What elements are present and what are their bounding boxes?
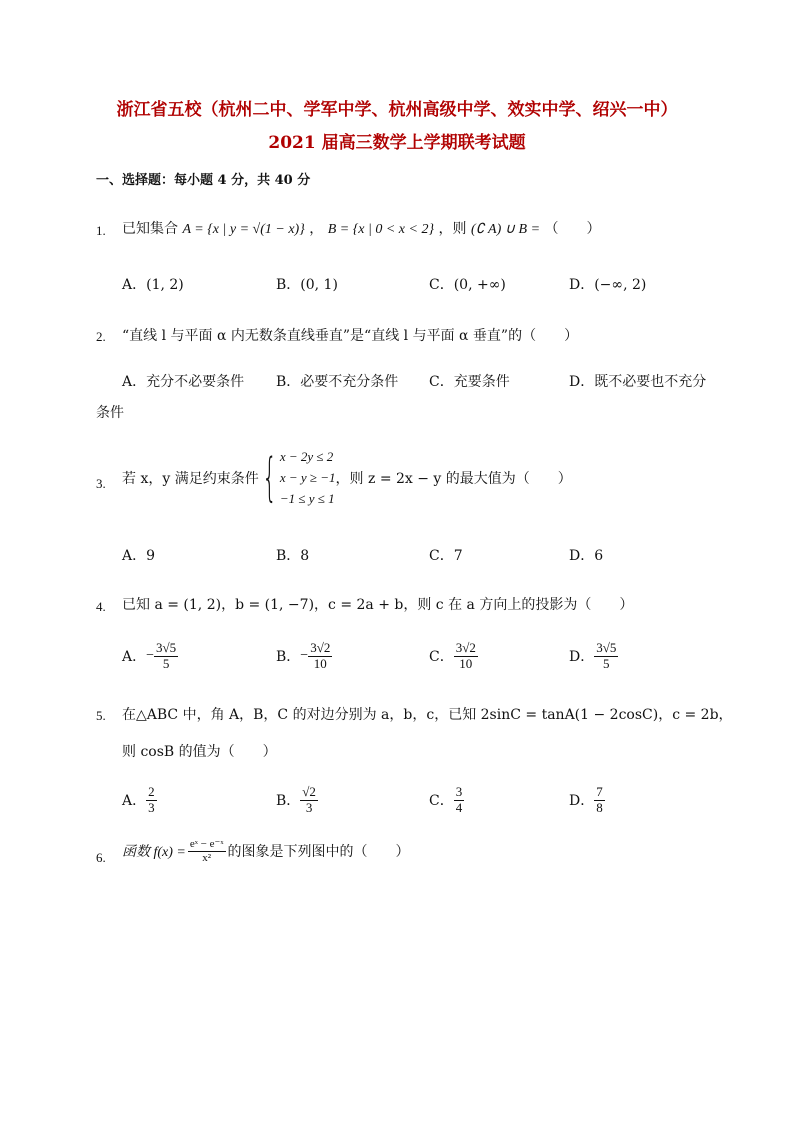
question-1-separator: ， (309, 221, 324, 237)
fraction-numerator: 3√5 (596, 640, 617, 655)
option-label: A． (122, 649, 147, 666)
question-5-number: 5. (96, 708, 106, 723)
fraction-numerator: 3√2 (455, 640, 476, 655)
question-3-option-b: B．8 (276, 548, 310, 564)
constraint-2: x − y ≥ −1 (279, 470, 336, 485)
question-4-option-a (122, 641, 178, 672)
fraction (146, 785, 157, 816)
question-5-stem-line2: 则 cosB 的值为（ ） (122, 744, 277, 760)
option-label: B． (276, 793, 301, 810)
question-1-option-d: D．(−∞, 2) (569, 277, 647, 293)
question-5-stem-line1: 在△ABC 中，角 A，B，C 的对边分别为 a，b，c，已知 2sinC = tanA(1 − 2cosC)，c = 2b， (122, 707, 733, 723)
question-5-option-a (122, 785, 157, 816)
question-2-option-d: D．既不必要也不充分 (569, 374, 707, 390)
constraint-1: x − 2y ≤ 2 (279, 449, 334, 464)
question-4-stem: 已知 a = (1, 2)，b = (1, −7)，c = 2a + b，则 c 在 a 方向上的投影为（ ） (122, 597, 634, 613)
question-5-option-d (569, 785, 605, 816)
fraction (594, 785, 605, 816)
fraction-denominator: 10 (459, 655, 473, 671)
option-sign: − (146, 648, 155, 664)
question-1-text-b: ，则 (438, 221, 467, 237)
document-title-line1: 浙江省五校（杭州二中、学军中学、杭州高级中学、效实中学、绍兴一中） (116, 100, 678, 120)
question-3-option-a: A．9 (122, 548, 156, 564)
question-2-stem: “直线 l 与平面 α 内无数条直线垂直”是“直线 l 与平面 α 垂直”的（ ） (122, 328, 579, 344)
constraint-system (280, 446, 336, 509)
option-label: D． (569, 649, 595, 666)
fraction (154, 641, 178, 672)
question-1-number: 1. (96, 223, 106, 238)
question-6-text-a: 函数 f(x) = (122, 845, 186, 861)
question-1-set-b: B = {x | 0 < x < 2} (327, 222, 435, 237)
fraction-denominator: 3 (148, 799, 155, 815)
fraction-numerator: 2 (148, 784, 155, 799)
question-1-text-a: 已知集合 (122, 221, 178, 237)
question-2-option-c: C．充要条件 (429, 374, 510, 390)
option-sign: − (300, 648, 309, 664)
fraction-numerator: 3√2 (310, 640, 331, 655)
question-2-option-d-wrap: 条件 (96, 405, 124, 421)
question-5-option-b (276, 785, 318, 816)
function-fraction (188, 838, 226, 864)
fraction (300, 785, 318, 816)
question-6-text-b: 的图象是下列图中的（ ） (227, 844, 410, 861)
question-3-option-d: D．6 (569, 548, 604, 564)
fraction (308, 641, 332, 672)
fraction-denominator: 10 (313, 655, 327, 671)
question-6-stem (122, 838, 410, 864)
question-1-set-a: A = {x | y = √(1 − x)} (182, 222, 305, 237)
fraction-numerator: 3 (455, 784, 463, 799)
question-4-number: 4. (96, 599, 106, 614)
question-3-text-b: ，则 z = 2x − y 的最大值为（ ） (335, 470, 572, 487)
question-1-stem (122, 218, 600, 238)
fraction-numerator: eˣ − e⁻ˣ (189, 838, 224, 850)
question-4-option-d (569, 641, 618, 672)
brace-symbol: { (261, 447, 277, 508)
fraction (594, 641, 618, 672)
fraction-denominator: 5 (603, 655, 610, 671)
document-title-line2: 2021 届高三数学上学期联考试题 (268, 133, 526, 153)
question-4-option-b (276, 641, 332, 672)
question-1-option-b: B．(0, 1) (276, 277, 338, 293)
option-label: C． (429, 793, 454, 810)
option-label: A． (122, 793, 147, 810)
constraint-3: −1 ≤ y ≤ 1 (279, 491, 335, 506)
fraction-numerator: 3√5 (156, 640, 177, 655)
question-1-answer-paren: （ ） (544, 221, 601, 237)
question-1-option-a: A．(1, 2) (122, 277, 184, 293)
section-heading: 一、选择题：每小题 4 分，共 40 分 (96, 173, 311, 188)
question-1-expression: (∁ A) ∪ B = (470, 222, 541, 237)
question-4-option-c (429, 641, 478, 672)
fraction-numerator: √2 (302, 784, 316, 799)
fraction-denominator: 4 (455, 799, 463, 815)
question-3-text-a: 若 x，y 满足约束条件 (122, 470, 259, 487)
question-1-option-c: C．(0, +∞) (429, 277, 506, 293)
option-label: C． (429, 649, 454, 666)
question-3-number: 3. (96, 476, 106, 491)
question-2-number: 2. (96, 329, 106, 344)
question-3-stem (122, 446, 572, 509)
option-label: B． (276, 649, 301, 666)
question-5-option-c (429, 785, 464, 816)
question-2-option-b: B．必要不充分条件 (276, 374, 399, 390)
fraction-denominator: 5 (162, 655, 170, 671)
fraction-denominator: 8 (596, 799, 603, 815)
question-3-option-c: C．7 (429, 548, 463, 564)
option-label: D． (569, 793, 595, 810)
question-6-number: 6. (96, 850, 106, 865)
fraction-numerator: 7 (596, 784, 603, 799)
fraction-denominator: 3 (305, 799, 313, 815)
question-2-option-a: A．充分不必要条件 (122, 374, 245, 390)
fraction-denominator: x² (202, 851, 212, 864)
fraction (454, 785, 465, 816)
fraction (454, 641, 478, 672)
